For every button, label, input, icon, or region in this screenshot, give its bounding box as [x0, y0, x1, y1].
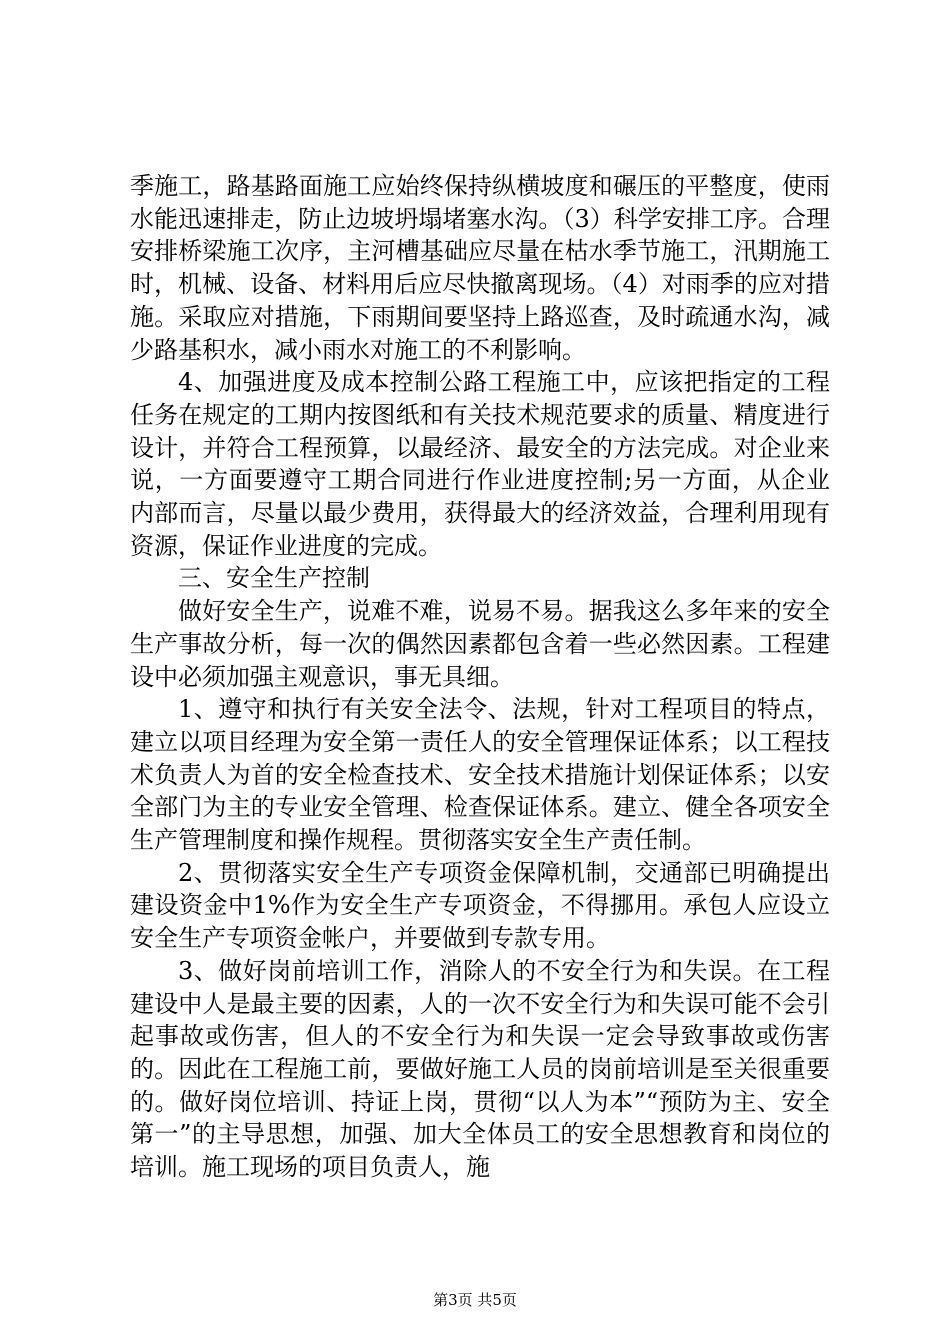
- paragraph-progress-cost-control: 4、加强进度及成本控制公路工程施工中，应该把指定的工程任务在规定的工期内按图纸和有关技术规范要求的质量、精度进行设计，并符合工程预算，以最经济、最安全的方法完成。对企业来说，一方面要遵守工期合同进行作业进度控制;另一方面，从企业内部而言，尽量以最少费用，获得最大的经济效益，合理利用现有资源，保证作业进度的完成。: [130, 368, 830, 560]
- paragraph-pre-job-training: 3、做好岗前培训工作，消除人的不安全行为和失误。在工程建设中人是最主要的因素，人的一次不安全行为和失误可能不会引起事故或伤害，但人的不安全行为和失误一定会导致事故或伤害的。因此在工程施工前，要做好施工人员的岗前培训是至关很重要的。做好岗位培训、持证上岗，贯彻“以人为本”“预防为主、安全第一”的主导思想，加强、加大全体员工的安全思想教育和岗位的培训。施工现场的项目负责人，施: [130, 956, 830, 1182]
- paragraph-safety-regulations: 1、遵守和执行有关安全法令、法规，针对工程项目的特点，建立以项目经理为安全第一责任人的安全管理保证体系；以工程技术负责人为首的安全检查技术、安全技术措施计划保证体系；以安全部门为主的专业安全管理、检查保证体系。建立、健全各项安全生产管理制度和操作规程。贯彻落实安全生产责任制。: [130, 695, 830, 855]
- section-heading-safety-control: 三、安全生产控制: [178, 564, 370, 593]
- paragraph-safety-intro: 做好安全生产，说难不难，说易不易。据我这么多年来的安全生产事故分析，每一次的偶然因素都包含着一些必然因素。工程建设中必须加强主观意识，事无具细。: [130, 597, 830, 691]
- paragraph-rainy-season-measures: 季施工，路基路面施工应始终保持纵横坡度和碾压的平整度，使雨水能迅速排走，防止边坡坍塌堵塞水沟。（3）科学安排工序。合理安排桥梁施工次序，主河槽基础应尽量在枯水季节施工，汛期施工时，机械、设备、材料用后应尽快撤离现场。（4）对雨季的应对措施。采取应对措施，下雨期间要坚持上路巡查，及时疏通水沟，减少路基积水，减小雨水对施工的不利影响。: [130, 172, 830, 364]
- page-footer: 第3页 共5页: [433, 1291, 517, 1309]
- document-body: [130, 170, 830, 1184]
- paragraph-safety-funds: 2、贯彻落实安全生产专项资金保障机制，交通部已明确提出建设资金中1%作为安全生产专项资金，不得挪用。承包人应设立安全生产专项资金帐户，并要做到专款专用。: [130, 858, 830, 953]
